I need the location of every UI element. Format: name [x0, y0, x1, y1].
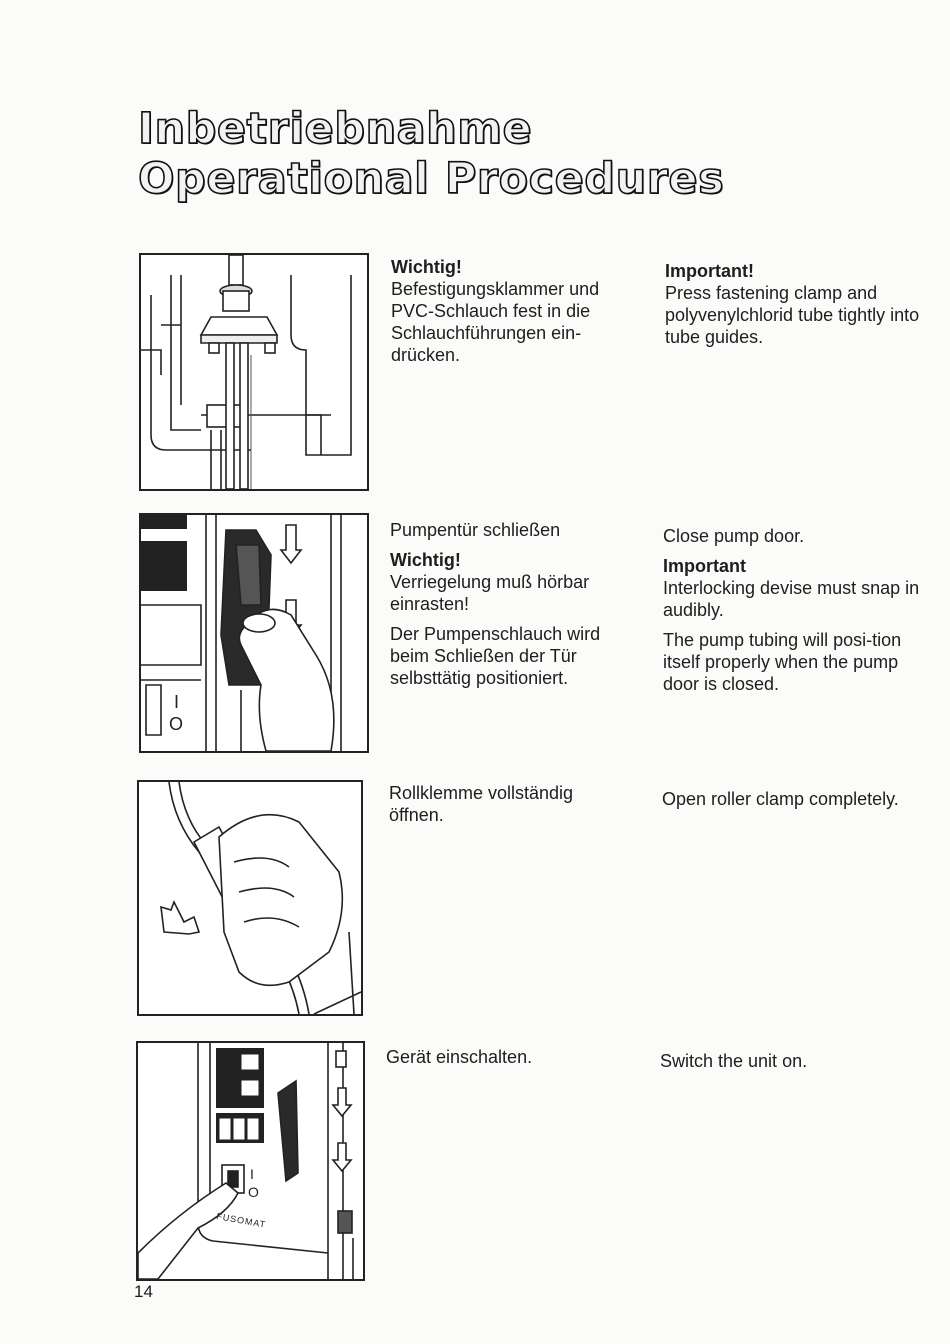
step4-english-lead: Switch the unit on.: [660, 1051, 808, 1071]
device-switch-off-label: O: [248, 1184, 259, 1200]
step3-german: [389, 782, 629, 834]
title-english: Operational Procedures: [138, 154, 725, 204]
pump-door-illustration: [141, 515, 367, 751]
step1-english-text: Press fastening clamp and polyvenylchlorid tube tightly into tube guides.: [665, 283, 920, 347]
roller-clamp-illustration: [139, 782, 361, 1014]
step1-german: [391, 256, 636, 374]
step2-german-heading: Wichtig!: [390, 550, 461, 570]
step4-english: [660, 1050, 900, 1080]
step1-english-heading: Important!: [665, 261, 754, 281]
figure-fastening-clamp: [139, 253, 369, 491]
figure-roller-clamp: [137, 780, 363, 1016]
step3-english: [662, 788, 902, 818]
step2-english-text2: The pump tubing will posi-tion itself properly when the pump door is closed.: [663, 630, 902, 694]
step2-english-lead: Close pump door.: [663, 526, 805, 546]
step3-german-lead: Rollklemme vollständig öffnen.: [389, 783, 574, 825]
step2-english: [663, 525, 923, 703]
step3-english-lead: Open roller clamp completely.: [662, 789, 899, 809]
step2-english-text: Interlocking devise must snap in audibly.: [663, 578, 920, 620]
device-front-illustration: [138, 1043, 363, 1279]
step4-german-lead: Gerät einschalten.: [386, 1047, 533, 1067]
step1-german-heading: Wichtig!: [391, 257, 462, 277]
step2-german-lead: Pumpentür schließen: [390, 520, 561, 540]
step1-german-text: Befestigungsklammer und PVC-Schlauch fest in die Schlauchführungen ein-drücken.: [391, 279, 600, 365]
device-switch-on-label: I: [250, 1166, 254, 1182]
device-brand-label: FUSOMAT: [215, 1211, 267, 1230]
step2-english-heading: Important: [663, 556, 746, 576]
title-german: Inbetriebnahme: [138, 104, 533, 154]
step2-german-text: Verriegelung muß hörbar einrasten!: [390, 572, 590, 614]
fastening-clamp-illustration: [141, 255, 367, 489]
switch-off-label: O: [169, 714, 184, 734]
step1-english: [665, 260, 920, 356]
figure-pump-door: [139, 513, 369, 753]
figure-switch-on: [136, 1041, 365, 1281]
step4-german: [386, 1046, 626, 1076]
step2-german-text2: Der Pumpenschlauch wird beim Schließen der Tür selbsttätig positioniert.: [390, 624, 601, 688]
page-title: [138, 104, 724, 204]
step2-german: [390, 519, 640, 697]
switch-on-label: I: [174, 692, 180, 712]
page-number: 14: [134, 1282, 153, 1301]
